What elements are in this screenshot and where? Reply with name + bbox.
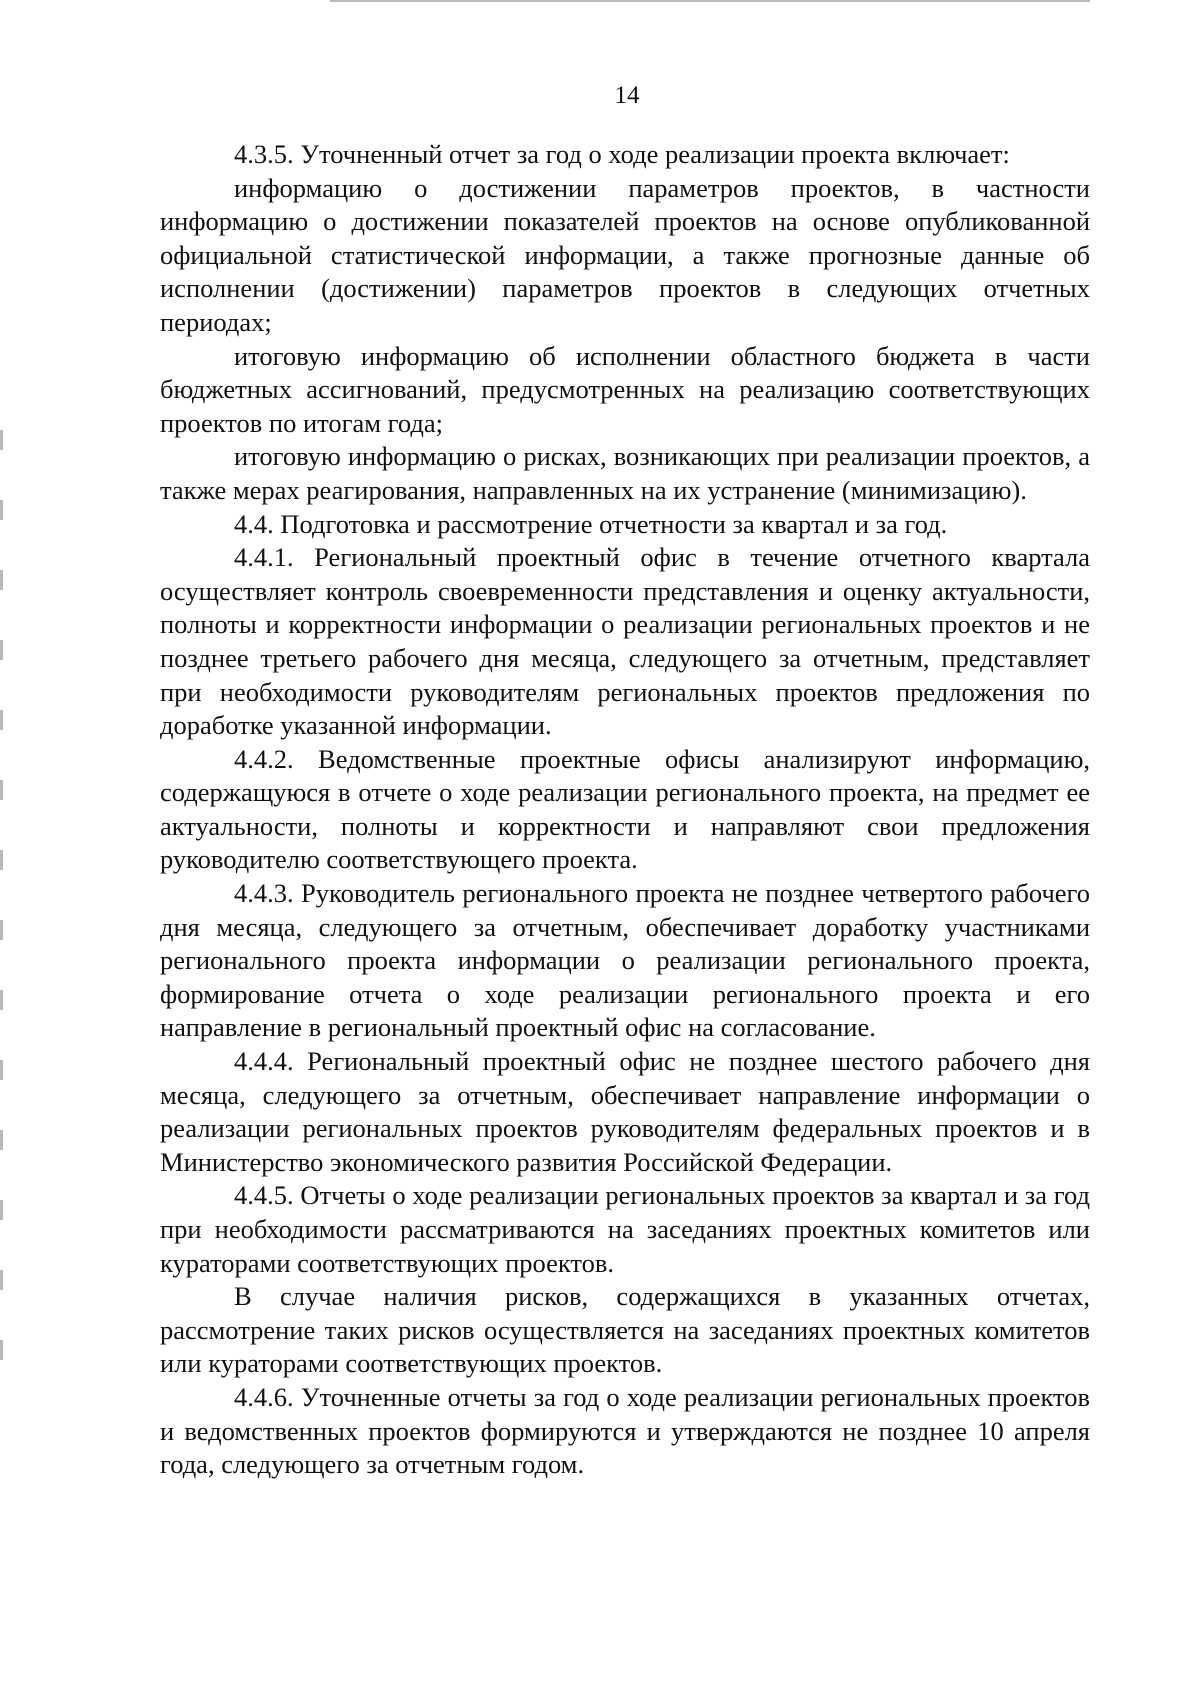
paragraph-4-3-5: 4.3.5. Уточненный отчет за год о ходе реализации проекта включает: [234, 139, 1010, 169]
paragraph-risks-info: итоговую информацию о рисках, возникающих при реализации проектов, а также мерах реагирования, направленных на их устранение (минимизацию). [160, 441, 1090, 505]
paragraph-parameters-info: информацию о достижении параметров проектов, в частности информацию о достижении показателей проектов на основе опубликованной официальной статистической информации, а также прогнозные данные об исполнении (достижении) параметров проектов в следующих отчетных периодах; [160, 172, 1090, 337]
document-body [160, 138, 1090, 1482]
paragraph-budget-info: итоговую информацию об исполнении областного бюджета в части бюджетных ассигнований, предусмотренных на реализацию соответствующих проектов по итогам года; [160, 340, 1090, 438]
paragraph-4-4-6: 4.4.6. Уточненные отчеты за год о ходе реализации региональных проектов и ведомственных проектов формируются и утверждаются не позднее 10 апреля года, следующего за отчетным годом. [160, 1381, 1090, 1480]
scan-top-edge [330, 0, 1090, 2]
paragraph-4-4-3: 4.4.3. Руководитель регионального проекта не позднее четвертого рабочего дня месяца, следующего за отчетным, обеспечивает доработку участниками регионального проекта информации о реализации регионального проекта, формирование отчета о ходе реализации регионального проекта и его направление в региональный проектный офис на согласование. [160, 878, 1090, 1043]
paragraph-risks-review: В случае наличия рисков, содержащихся в указанных отчетах, рассмотрение таких рисков осуществляется на заседаниях проектных комитетов или кураторами соответствующих проектов. [160, 1281, 1090, 1379]
scan-edge-marks [0, 430, 3, 1380]
paragraph-4-4-5: 4.4.5. Отчеты о ходе реализации региональных проектов за квартал и за год при необходимости рассматриваются на заседаниях проектных комитетов или кураторами соответствующих проектов. [160, 1180, 1090, 1278]
page-number: 14 [614, 82, 640, 109]
paragraph-4-4-1: 4.4.1. Региональный проектный офис в течение отчетного квартала осуществляет контроль своевременности представления и оценку актуальности, полноты и корректности информации о реализации региональных проектов и не позднее третьего рабочего дня месяца, следующего за отчетным, представляет при необходимости руководителям региональных проектов предложения по доработке указанной информации. [160, 542, 1090, 741]
paragraph-4-4-4: 4.4.4. Региональный проектный офис не позднее шестого рабочего дня месяца, следующего за отчетным, обеспечивает направление информации о реализации региональных проектов руководителям федеральных проектов и в Министерство экономического развития Российской Федерации. [160, 1046, 1090, 1177]
paragraph-4-4: 4.4. Подготовка и рассмотрение отчетности за квартал и за год. [234, 508, 948, 539]
paragraph-4-4-2: 4.4.2. Ведомственные проектные офисы анализируют информацию, содержащуюся в отчете о ходе реализации регионального проекта, на предмет ее актуальности, полноты и корректности и направляют свои предложения руководителю соответствующего проекта. [160, 743, 1090, 875]
